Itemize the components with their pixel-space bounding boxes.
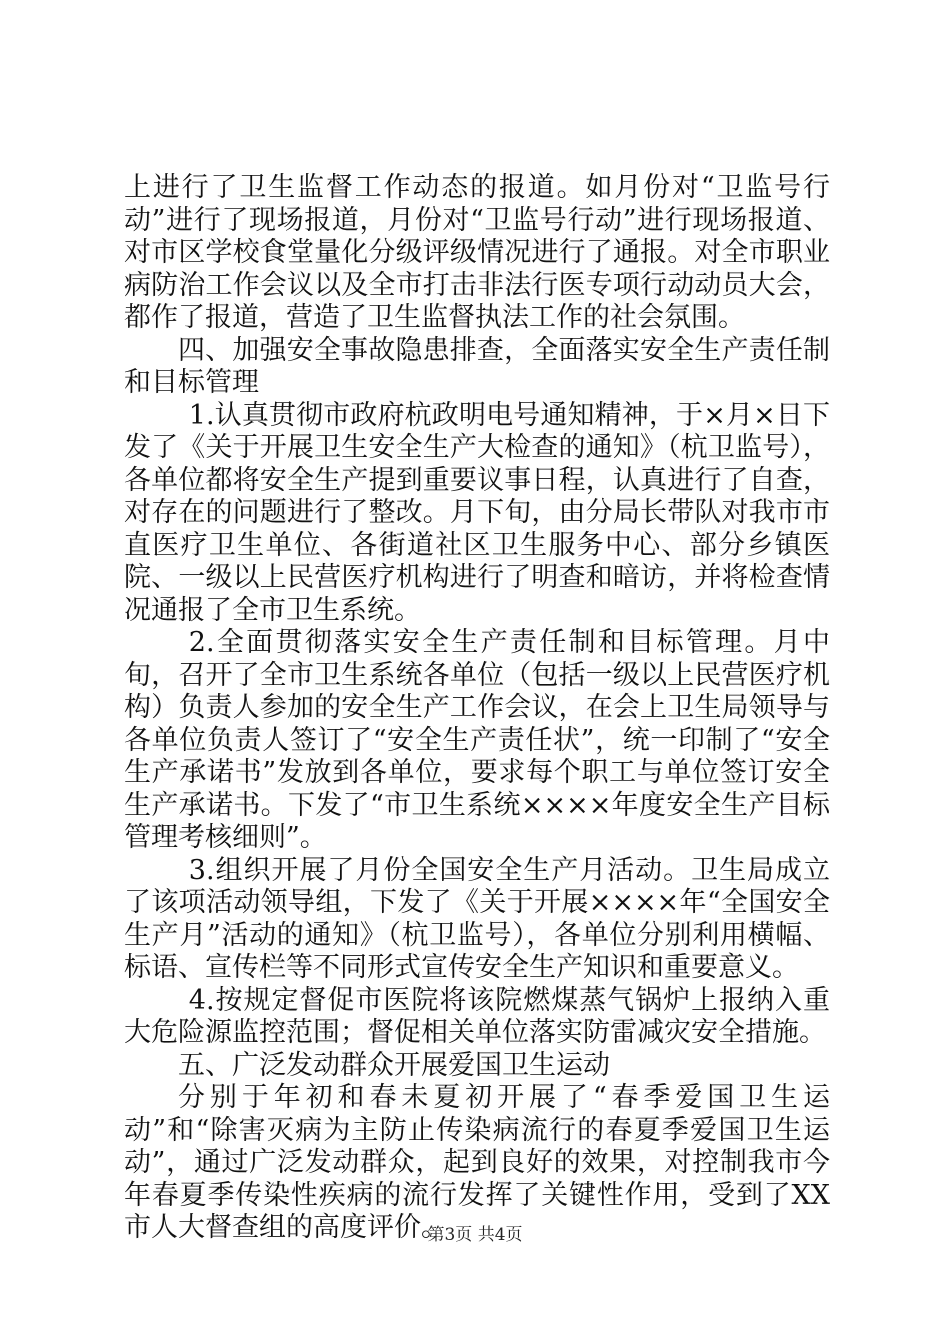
paragraph-media-coverage: 上进行了卫生监督工作动态的报道。如月份对“卫监号行动”进行了现场报道，月份对“卫监号行动”进行现场报道、对市区学校食堂量化分级评级情况进行了通报。对全市职业病防治工作会议以及全市打击非法行医专项行动动员大会，都作了报道，营造了卫生监督执法工作的社会氛围。 — [124, 172, 830, 333]
section-heading-safety: 四、加强安全事故隐患排查，全面落实安全生产责任制和目标管理 — [124, 334, 830, 398]
document-body — [124, 172, 830, 1245]
section-heading-patriotic-health: 五、广泛发动群众开展爱国卫生运动 — [178, 1049, 610, 1081]
paragraph-item-4: 4.按规定督促市医院将该院燃煤蒸气锅炉上报纳入重大危险源监控范围；督促相关单位落实防雷减灾安全措施。 — [124, 984, 830, 1048]
page-number-footer: 第3页 共4页 — [427, 1225, 523, 1245]
paragraph-item-3: 3.组织开展了月份全国安全生产月活动。卫生局成立了该项活动领导组，下发了《关于开展××××年“全国安全生产月”活动的通知》（杭卫监号），各单位分别利用横幅、标语、宣传栏等不同形式宣传安全生产知识和重要意义。 — [124, 854, 830, 983]
paragraph-item-2: 2.全面贯彻落实安全生产责任制和目标管理。月中旬，召开了全市卫生系统各单位（包括一级以上民营医疗机构）负责人参加的安全生产工作会议，在会上卫生局领导与各单位负责人签订了“安全生产责任状”，统一印制了“安全生产承诺书”发放到各单位，要求每个职工与单位签订安全生产承诺书。下发了“市卫生系统××××年度安全生产目标管理考核细则”。 — [124, 627, 830, 853]
paragraph-item-1: 1.认真贯彻市政府杭政明电号通知精神，于×月×日下发了《关于开展卫生安全生产大检查的通知》（杭卫监号），各单位都将安全生产提到重要议事日程，认真进行了自查，对存在的问题进行了整改。月下旬，由分局长带队对我市市直医疗卫生单位、各街道社区卫生服务中心、部分乡镇医院、一级以上民营医疗机构进行了明查和暗访，并将检查情况通报了全市卫生系统。 — [124, 399, 830, 626]
paragraph-patriotic-health: 分别于年初和春未夏初开展了“春季爱国卫生运动”和“除害灭病为主防止传染病流行的春夏季爱国卫生运动”，通过广泛发动群众，起到良好的效果，对控制我市今年春夏季传染性疾病的流行发挥了关键性作用，受到了XX市人大督查组的高度评价。 — [124, 1082, 830, 1243]
